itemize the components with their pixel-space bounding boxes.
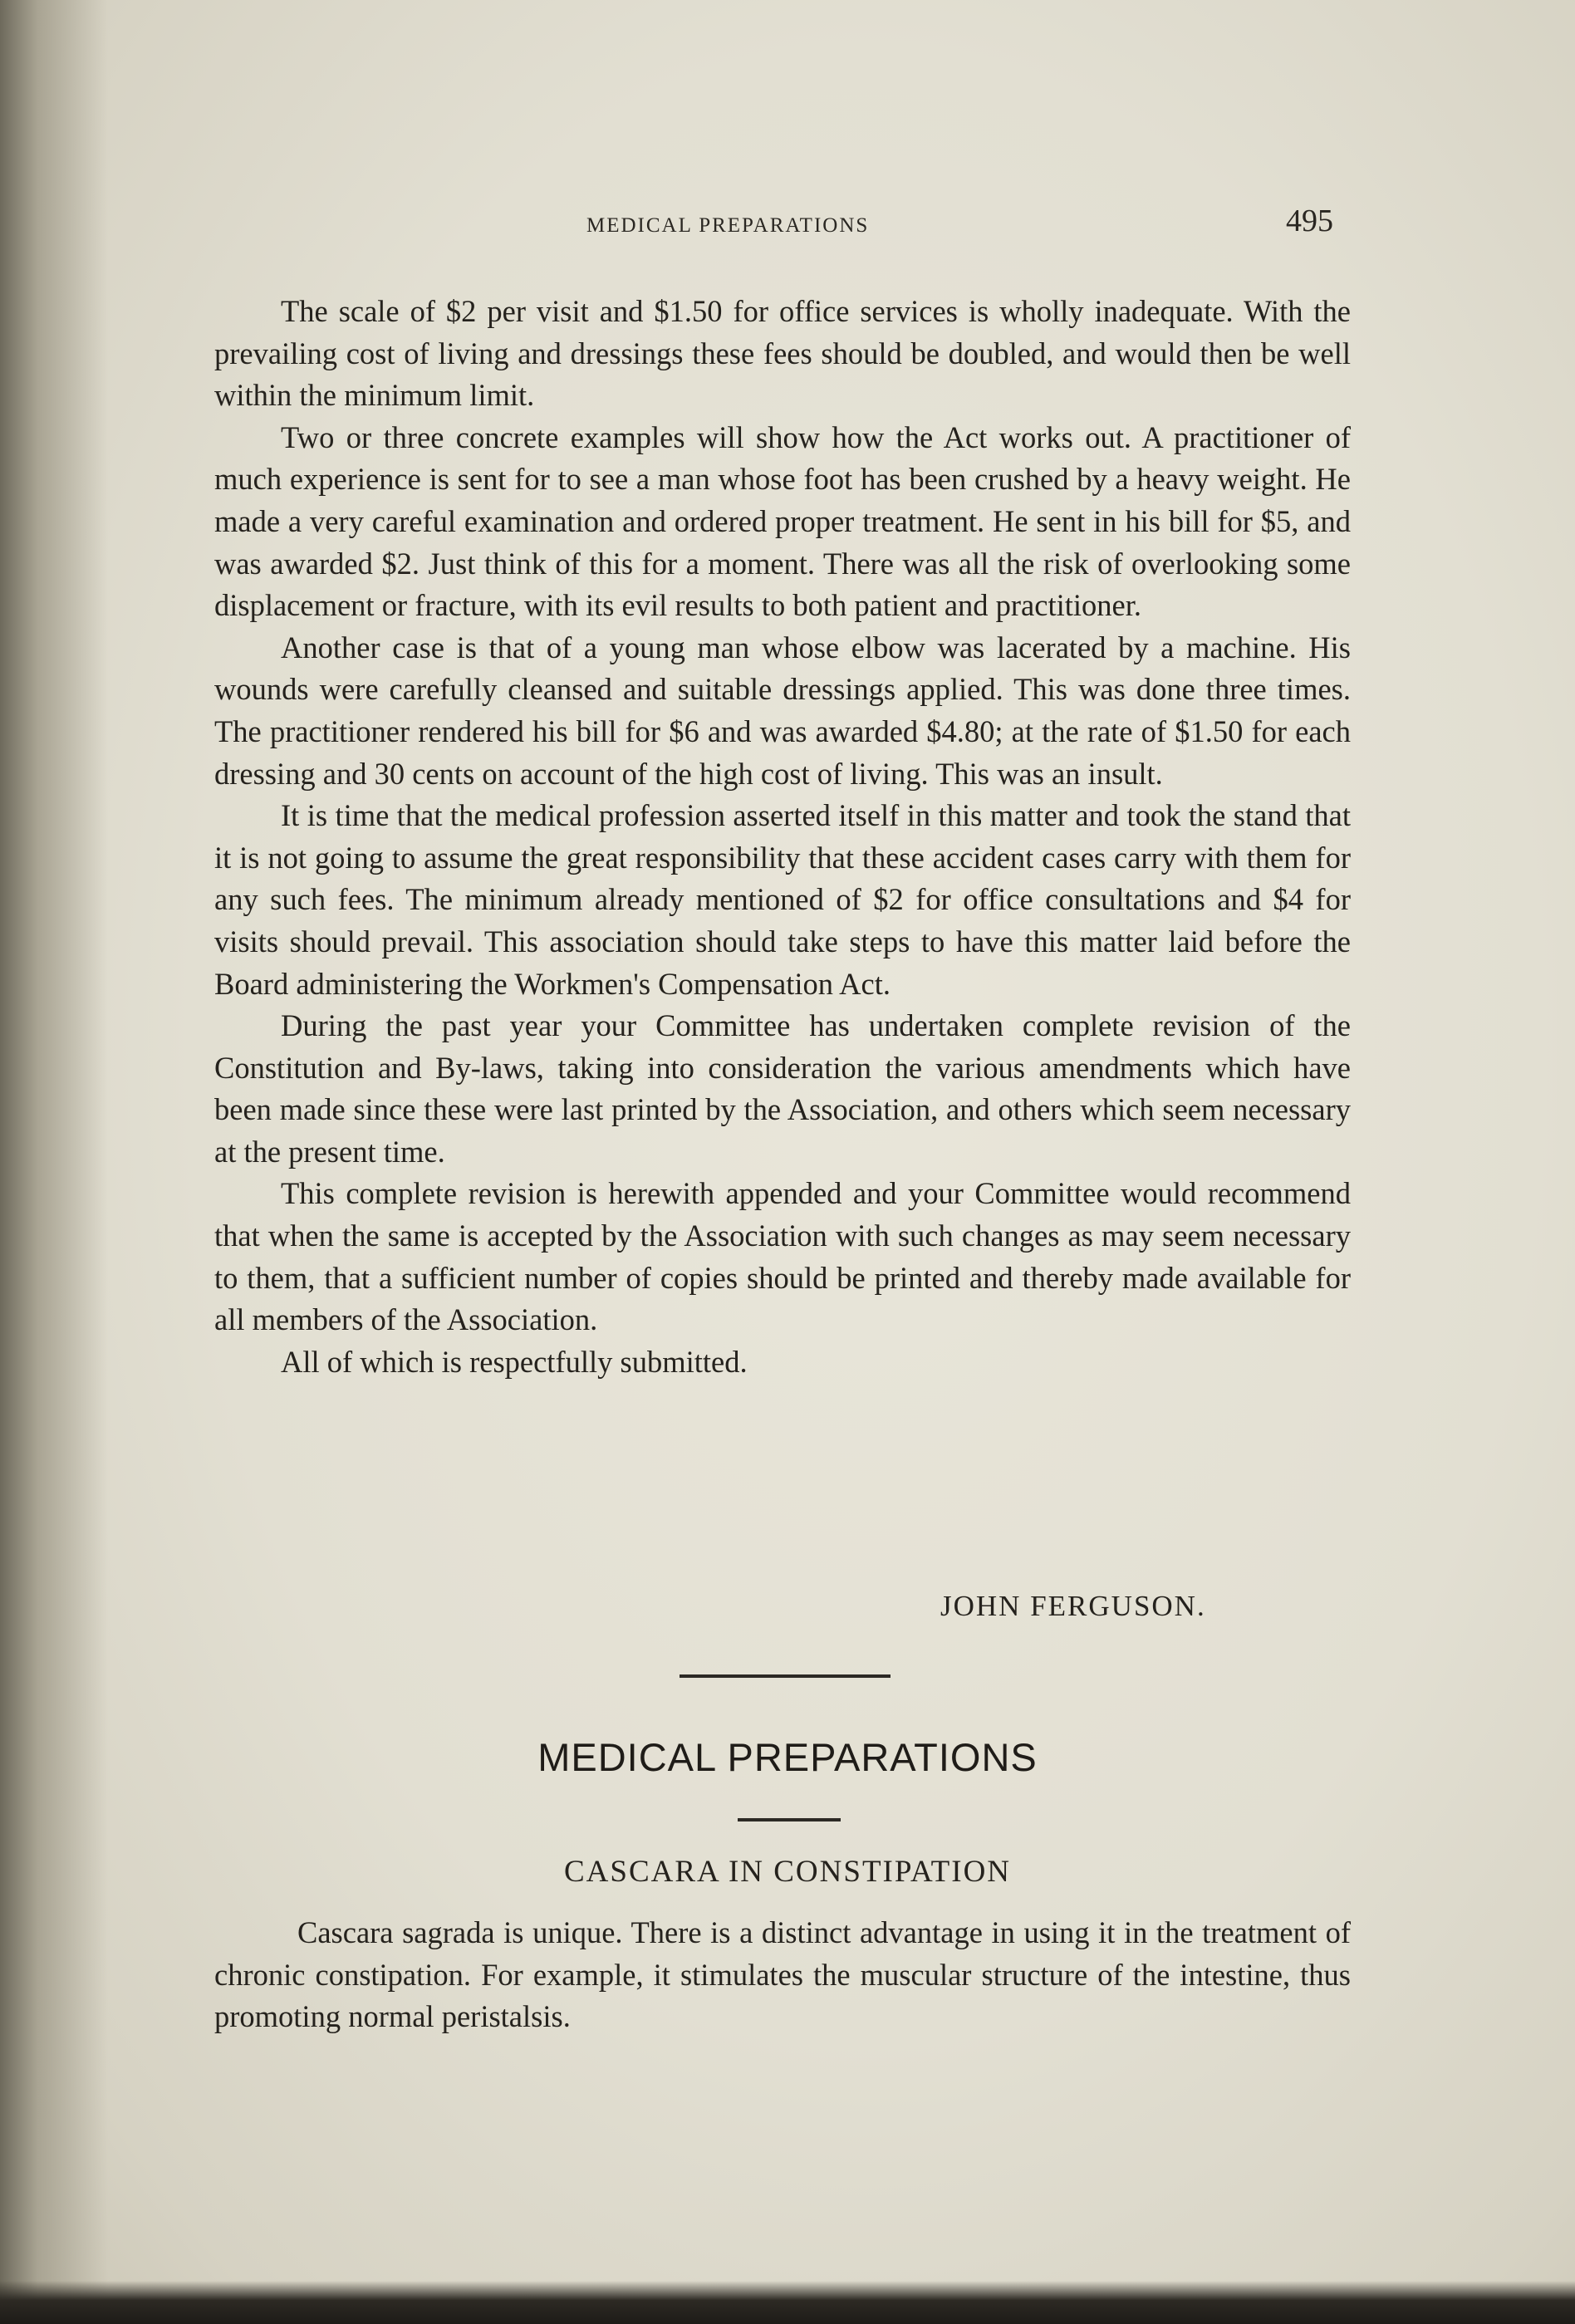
report-paragraph: During the past year your Committee has undertaken complete revision of the Constitution and By-laws, taking into consideration the various amendments which have been made since these were last printed by the Association, and others which seem necessary at the present time. <box>214 1008 1351 1169</box>
report-paragraph: It is time that the medical profession asserted itself in this matter and took the stand that it is not going to assume the great responsibility that these accident cases carry with them for any such fees. The minimum already mentioned of $2 for office consultations and $4 for visits should prevail. This association should take steps to have this matter laid before the Board administering the Workmen's Compensation Act. <box>214 798 1351 1001</box>
cascara-body <box>214 1912 1351 2038</box>
signature: JOHN FERGUSON. <box>940 1590 1206 1622</box>
page-number: 495 <box>1286 203 1333 238</box>
report-paragraph: Two or three concrete examples will show how the Act works out. A practitioner of much experience is sent for to see a man whose foot has been crushed by a heavy weight. He made a very careful examination and ordered proper treatment. He sent in his bill for $5, and was awarded $2. Just think of this for a moment. There was all the risk of overlooking some displacement or fracture, with its evil results to both patient and practitioner. <box>214 419 1351 623</box>
report-paragraph: The scale of $2 per visit and $1.50 for office services is wholly inadequate. With the prevailing cost of living and dressings these fees should be doubled, and would then be well within the minimum limit. <box>214 294 1351 413</box>
report-paragraph: Another case is that of a young man whose elbow was lacerated by a machine. His wounds were carefully cleansed and suitable dressings applied. This was done three times. The practitioner rendered his bill for $6 and was awarded $4.80; at the rate of $1.50 for each dressing and 30 cents on account of the high cost of living. This was an insult. <box>214 630 1351 791</box>
running-head-title: MEDICAL PREPARATIONS <box>586 214 870 237</box>
report-body <box>214 291 1351 1383</box>
report-paragraph: This complete revision is herewith appended and your Committee would recommend that when the same is accepted by the Association with such changes as may seem necessary to them, that a sufficient number of copies should be printed and thereby made available for all members of the Association. <box>214 1176 1351 1337</box>
section-title: MEDICAL PREPARATIONS <box>537 1735 1038 1779</box>
binding-gutter-shadow <box>0 0 108 2324</box>
cascara-paragraph: Cascara sagrada is unique. There is a distinct advantage in using it in the treatment of chronic constipation. For example, it stimulates the muscular structure of the intestine, thus promoting normal peristalsis. <box>214 1915 1351 2034</box>
scan-bottom-edge <box>0 2281 1575 2324</box>
report-closing: All of which is respectfully submitted. <box>281 1344 748 1379</box>
title-divider-rule <box>738 1818 841 1821</box>
section-divider-rule <box>680 1674 891 1678</box>
subsection-title: CASCARA IN CONSTIPATION <box>563 1855 1012 1889</box>
